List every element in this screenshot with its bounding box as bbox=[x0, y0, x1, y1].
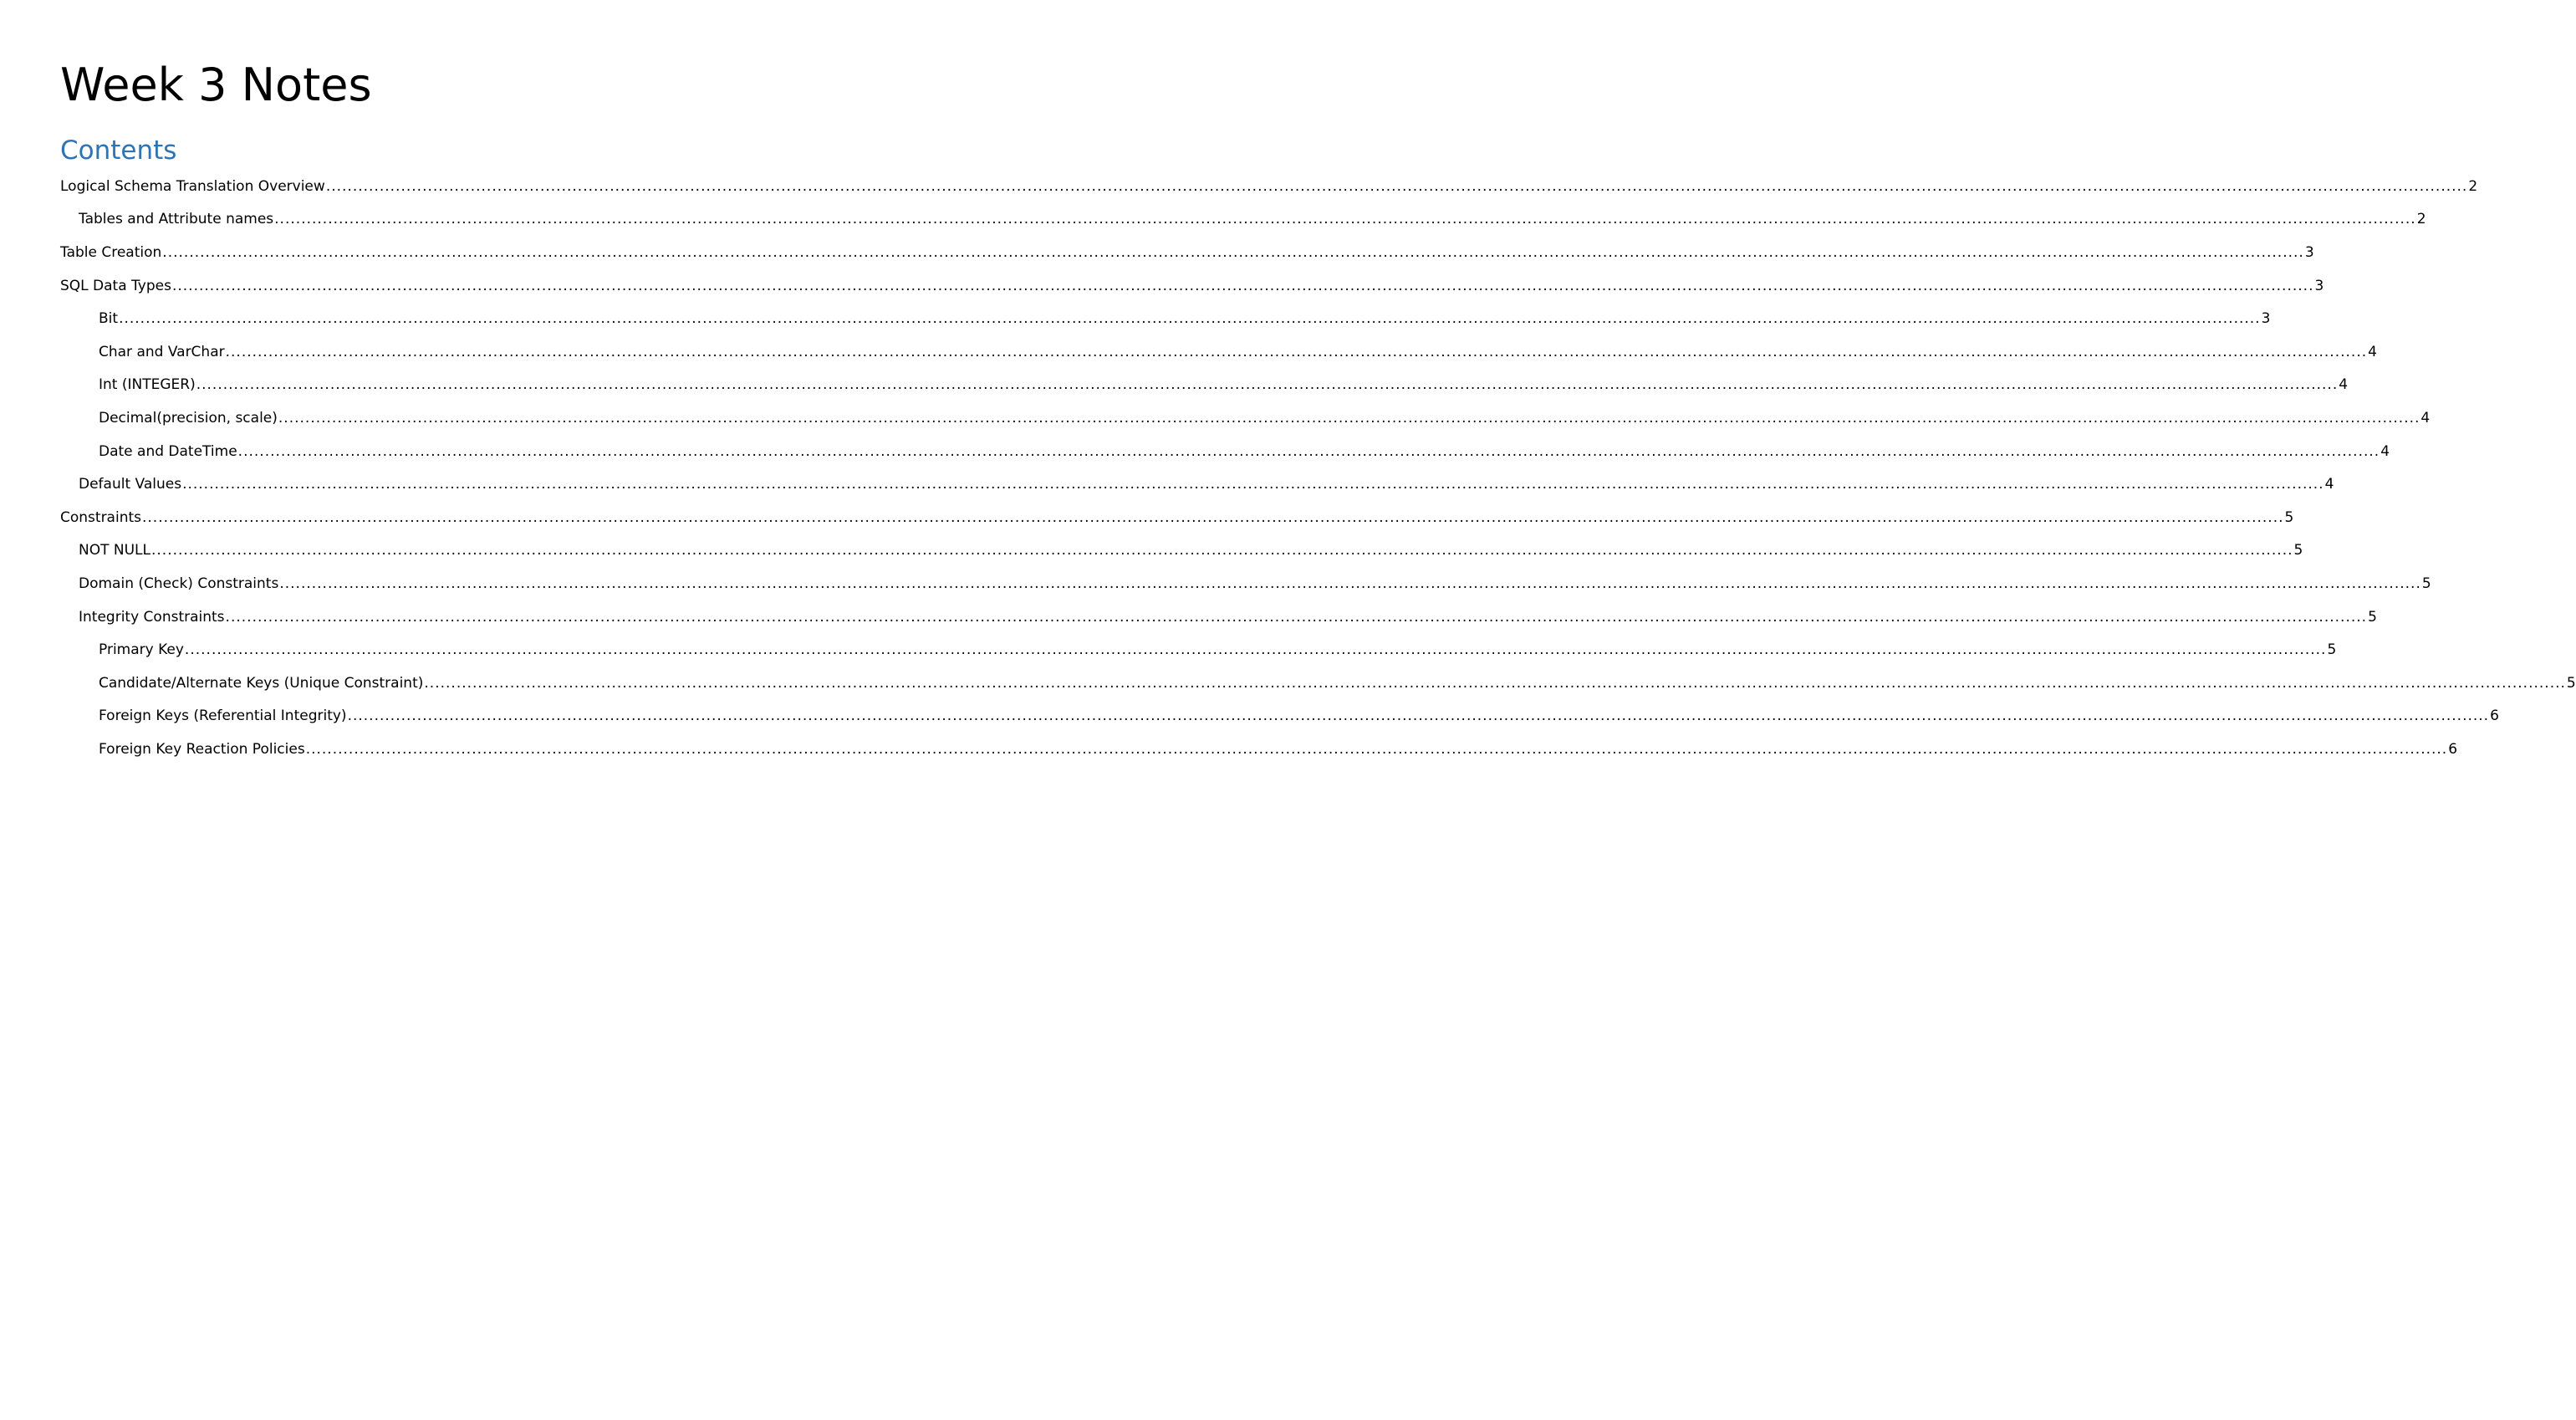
toc-entry-text: Constraints bbox=[60, 508, 141, 526]
toc-page-number: 5 bbox=[2368, 608, 2377, 626]
toc-entry-text: NOT NULL bbox=[79, 542, 150, 559]
toc-dot-leader: ................................................................................................................................................................................................................................................................................................................................................................................................................ bbox=[225, 343, 2368, 360]
toc-dot-leader: ................................................................................................................................................................................................................................................................................................................................................................................................................ bbox=[278, 409, 2420, 427]
toc-page-number: 5 bbox=[2566, 674, 2576, 692]
toc-entry[interactable] bbox=[60, 369, 2349, 402]
toc-entry-text: Int (INTEGER) bbox=[99, 376, 196, 394]
toc-entry[interactable] bbox=[60, 667, 2576, 700]
toc-dot-leader: ................................................................................................................................................................................................................................................................................................................................................................................................................ bbox=[225, 608, 2368, 626]
table-of-contents bbox=[60, 170, 2576, 766]
toc-dot-leader: ................................................................................................................................................................................................................................................................................................................................................................................................................ bbox=[171, 277, 2314, 294]
toc-dot-leader: ................................................................................................................................................................................................................................................................................................................................................................................................................ bbox=[182, 476, 2324, 493]
toc-heading: Contents bbox=[60, 135, 177, 166]
toc-page-number: 5 bbox=[2327, 641, 2337, 659]
toc-entry[interactable] bbox=[60, 633, 2337, 667]
toc-page-number: 3 bbox=[2314, 277, 2324, 294]
toc-page-number: 5 bbox=[2421, 575, 2431, 592]
document-title: Week 3 Notes bbox=[60, 59, 372, 111]
toc-dot-leader: ................................................................................................................................................................................................................................................................................................................................................................................................................ bbox=[279, 575, 2421, 592]
toc-page-number: 4 bbox=[2339, 376, 2349, 394]
toc-entry[interactable] bbox=[60, 700, 2499, 733]
toc-page-number: 2 bbox=[2468, 177, 2478, 195]
toc-entry[interactable] bbox=[60, 335, 2377, 369]
toc-entry-text: Domain (Check) Constraints bbox=[79, 575, 279, 592]
toc-entry[interactable] bbox=[60, 236, 2314, 269]
toc-entry-text: Tables and Attribute names bbox=[79, 211, 274, 228]
toc-entry-text: Table Creation bbox=[60, 243, 162, 261]
toc-entry-text: Date and DateTime bbox=[99, 442, 237, 460]
toc-entry-text: Default Values bbox=[79, 476, 182, 493]
toc-entry[interactable] bbox=[60, 302, 2271, 335]
toc-entry-text: SQL Data Types bbox=[60, 277, 171, 294]
toc-entry-text: Char and VarChar bbox=[99, 343, 225, 360]
toc-page-number: 3 bbox=[2261, 310, 2271, 328]
toc-entry[interactable] bbox=[60, 401, 2431, 435]
toc-dot-leader: ................................................................................................................................................................................................................................................................................................................................................................................................................ bbox=[142, 508, 2284, 526]
toc-page-number: 2 bbox=[2416, 211, 2426, 228]
toc-entry-text: Foreign Keys (Referential Integrity) bbox=[99, 707, 347, 725]
toc-page-number: 5 bbox=[2284, 508, 2294, 526]
toc-page-number: 3 bbox=[2304, 243, 2314, 261]
toc-dot-leader: ................................................................................................................................................................................................................................................................................................................................................................................................................ bbox=[151, 542, 2293, 559]
toc-entry-text: Decimal(precision, scale) bbox=[99, 409, 278, 427]
toc-entry-text: Foreign Key Reaction Policies bbox=[99, 740, 305, 758]
toc-dot-leader: ................................................................................................................................................................................................................................................................................................................................................................................................................ bbox=[196, 376, 2339, 394]
toc-entry[interactable] bbox=[60, 467, 2334, 501]
toc-page-number: 5 bbox=[2293, 542, 2303, 559]
toc-dot-leader: ................................................................................................................................................................................................................................................................................................................................................................................................................ bbox=[162, 243, 2304, 261]
toc-entry[interactable] bbox=[60, 170, 2478, 203]
toc-dot-leader: ................................................................................................................................................................................................................................................................................................................................................................................................................ bbox=[325, 177, 2468, 195]
toc-dot-leader: ................................................................................................................................................................................................................................................................................................................................................................................................................ bbox=[237, 442, 2380, 460]
toc-page-number: 4 bbox=[2380, 442, 2390, 460]
toc-entry-text: Logical Schema Translation Overview bbox=[60, 177, 325, 195]
toc-page-number: 6 bbox=[2490, 707, 2499, 725]
toc-page-number: 4 bbox=[2420, 409, 2431, 427]
toc-entry[interactable] bbox=[60, 567, 2431, 600]
toc-dot-leader: ................................................................................................................................................................................................................................................................................................................................................................................................................ bbox=[274, 211, 2416, 228]
toc-entry-text: Bit bbox=[99, 310, 119, 328]
toc-entry[interactable] bbox=[60, 600, 2377, 634]
toc-entry[interactable] bbox=[60, 534, 2303, 568]
toc-dot-leader: ................................................................................................................................................................................................................................................................................................................................................................................................................ bbox=[347, 707, 2490, 725]
toc-entry[interactable] bbox=[60, 203, 2426, 237]
toc-dot-leader: ................................................................................................................................................................................................................................................................................................................................................................................................................ bbox=[119, 310, 2261, 328]
toc-dot-leader: ................................................................................................................................................................................................................................................................................................................................................................................................................ bbox=[184, 641, 2327, 659]
toc-entry[interactable] bbox=[60, 435, 2390, 468]
toc-entry-text: Candidate/Alternate Keys (Unique Constraint) bbox=[99, 674, 424, 692]
toc-page-number: 6 bbox=[2448, 740, 2458, 758]
toc-entry[interactable] bbox=[60, 733, 2458, 766]
toc-page-number: 4 bbox=[2368, 343, 2377, 360]
toc-entry-text: Primary Key bbox=[99, 641, 184, 659]
toc-dot-leader: ................................................................................................................................................................................................................................................................................................................................................................................................................ bbox=[424, 674, 2566, 692]
toc-page-number: 4 bbox=[2324, 476, 2334, 493]
toc-entry[interactable] bbox=[60, 501, 2294, 534]
toc-entry[interactable] bbox=[60, 269, 2324, 303]
toc-dot-leader: ................................................................................................................................................................................................................................................................................................................................................................................................................ bbox=[305, 740, 2448, 758]
toc-entry-text: Integrity Constraints bbox=[79, 608, 225, 626]
